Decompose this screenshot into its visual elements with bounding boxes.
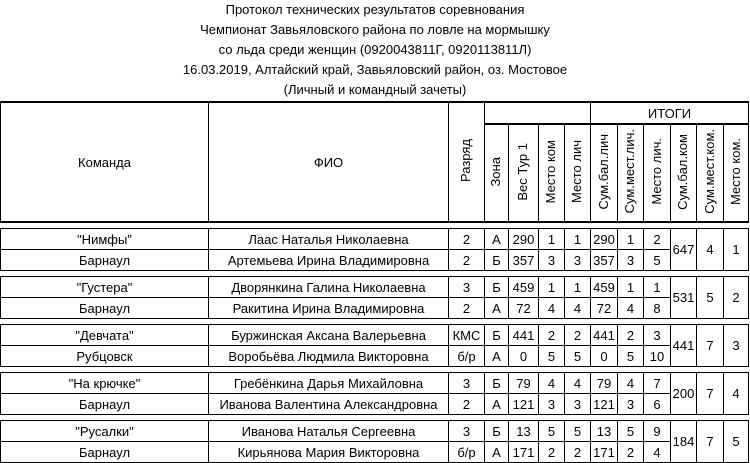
col-weight: Вес Тур 1 (509, 124, 539, 222)
zone-cell: Б (485, 325, 509, 346)
col-zone: Зона (485, 124, 509, 222)
rank-cell: 3 (449, 421, 485, 442)
place-pers-cell: 5 (565, 421, 591, 442)
zone-cell: Б (485, 373, 509, 394)
team-places-cell: 5 (697, 277, 724, 319)
table-row (1, 325, 749, 346)
weight-cell: 79 (509, 373, 539, 394)
sum-score-cell: 0 (591, 346, 618, 367)
place-cell: 5 (644, 250, 671, 271)
place-team-cell: 4 (539, 373, 565, 394)
place-pers-cell: 1 (565, 229, 591, 250)
place-team-cell: 5 (539, 346, 565, 367)
sum-places-cell: 4 (618, 298, 644, 319)
col-tour-group (485, 102, 591, 124)
col-place-pers-total: Место лич. (644, 124, 671, 222)
col-team: Команда (1, 102, 209, 222)
place-pers-cell: 3 (565, 250, 591, 271)
place-pers-cell: 2 (565, 442, 591, 463)
place-cell: 10 (644, 346, 671, 367)
team-place-cell: 5 (724, 421, 749, 463)
rank-cell: б/р (449, 346, 485, 367)
team-score-cell: 647 (671, 229, 697, 271)
sum-places-cell: 5 (618, 346, 644, 367)
team-cell: "Густера" (1, 277, 209, 298)
weight-cell: 357 (509, 250, 539, 271)
rank-cell: 3 (449, 373, 485, 394)
team-cell: "Нимфы" (1, 229, 209, 250)
table-row (1, 250, 749, 271)
fio-cell: Кирьянова Мария Викторовна (209, 442, 449, 463)
team-places-cell: 4 (697, 229, 724, 271)
place-team-cell: 4 (539, 298, 565, 319)
col-place-team: Место ком (539, 124, 565, 222)
place-pers-cell: 4 (565, 298, 591, 319)
sum-places-cell: 4 (618, 373, 644, 394)
team-place-cell: 1 (724, 229, 749, 271)
col-place-pers: Место лич (565, 124, 591, 222)
team-cell: Барнаул (1, 298, 209, 319)
table-row (1, 277, 749, 298)
results-table (0, 101, 749, 463)
sum-score-cell: 79 (591, 373, 618, 394)
rank-cell: 2 (449, 229, 485, 250)
rank-cell: 2 (449, 298, 485, 319)
zone-cell: А (485, 229, 509, 250)
zone-cell: А (485, 346, 509, 367)
header-scoring: (Личный и командный зачеты) (283, 82, 467, 97)
team-cell: "На крючке" (1, 373, 209, 394)
place-team-cell: 1 (539, 277, 565, 298)
zone-cell: Б (485, 277, 509, 298)
table-row (1, 421, 749, 442)
sum-score-cell: 357 (591, 250, 618, 271)
place-cell: 7 (644, 373, 671, 394)
fio-cell: Артемьева Ирина Владимировна (209, 250, 449, 271)
sum-score-cell: 13 (591, 421, 618, 442)
col-fio: ФИО (209, 102, 449, 222)
sum-score-cell: 459 (591, 277, 618, 298)
team-cell: Барнаул (1, 394, 209, 415)
sum-places-cell: 2 (618, 442, 644, 463)
sum-places-cell: 1 (618, 277, 644, 298)
sum-score-cell: 441 (591, 325, 618, 346)
team-place-cell: 4 (724, 373, 749, 415)
col-sum-places-team: Сум.мест.ком. (697, 124, 724, 222)
sum-score-cell: 290 (591, 229, 618, 250)
col-rank: Разряд (449, 102, 485, 222)
fio-cell: Дворянкина Галина Николаевна (209, 277, 449, 298)
team-places-cell: 7 (697, 325, 724, 367)
rank-cell: 2 (449, 394, 485, 415)
place-pers-cell: 2 (565, 325, 591, 346)
fio-cell: Ракитина Ирина Владимировна (209, 298, 449, 319)
team-cell: Рубцовск (1, 346, 209, 367)
weight-cell: 441 (509, 325, 539, 346)
sum-places-cell: 5 (618, 421, 644, 442)
table-row (1, 373, 749, 394)
weight-cell: 0 (509, 346, 539, 367)
place-pers-cell: 1 (565, 277, 591, 298)
table-row (1, 229, 749, 250)
sum-score-cell: 121 (591, 394, 618, 415)
weight-cell: 171 (509, 442, 539, 463)
header-date-location: 16.03.2019, Алтайский край, Завьяловский район, оз. Мостовое (182, 62, 568, 77)
place-team-cell: 1 (539, 229, 565, 250)
team-score-cell: 531 (671, 277, 697, 319)
place-cell: 2 (644, 229, 671, 250)
header-title: Протокол технических результатов соревнования (225, 2, 525, 17)
zone-cell: Б (485, 421, 509, 442)
team-places-cell: 7 (697, 421, 724, 463)
place-cell: 6 (644, 394, 671, 415)
place-team-cell: 2 (539, 325, 565, 346)
fio-cell: Лаас Наталья Николаевна (209, 229, 449, 250)
table-row (1, 346, 749, 367)
zone-cell: А (485, 394, 509, 415)
sum-score-cell: 171 (591, 442, 618, 463)
place-team-cell: 3 (539, 394, 565, 415)
place-cell: 3 (644, 325, 671, 346)
weight-cell: 459 (509, 277, 539, 298)
rank-cell: 2 (449, 250, 485, 271)
place-pers-cell: 5 (565, 346, 591, 367)
zone-cell: А (485, 298, 509, 319)
rank-cell: б/р (449, 442, 485, 463)
place-pers-cell: 4 (565, 373, 591, 394)
place-cell: 9 (644, 421, 671, 442)
place-team-cell: 5 (539, 421, 565, 442)
results-body (1, 222, 749, 463)
sum-score-cell: 72 (591, 298, 618, 319)
sum-places-cell: 3 (618, 394, 644, 415)
rank-cell: 3 (449, 277, 485, 298)
team-cell: Барнаул (1, 250, 209, 271)
fio-cell: Иванова Валентина Александровна (209, 394, 449, 415)
table-row (1, 298, 749, 319)
place-team-cell: 3 (539, 250, 565, 271)
header-category: со льда среди женщин (0920043811Г, 0920113811Л) (218, 42, 532, 57)
col-sum-places-pers: Сум.мест.лич. (618, 124, 644, 222)
weight-cell: 121 (509, 394, 539, 415)
place-cell: 1 (644, 277, 671, 298)
team-score-cell: 441 (671, 325, 697, 367)
team-places-cell: 7 (697, 373, 724, 415)
place-pers-cell: 3 (565, 394, 591, 415)
weight-cell: 72 (509, 298, 539, 319)
team-cell: "Русалки" (1, 421, 209, 442)
rank-cell: КМС (449, 325, 485, 346)
sum-places-cell: 3 (618, 250, 644, 271)
team-score-cell: 184 (671, 421, 697, 463)
fio-cell: Гребёнкина Дарья Михайловна (209, 373, 449, 394)
sum-places-cell: 2 (618, 325, 644, 346)
col-sum-score-team: Сум.бал.ком (671, 124, 697, 222)
table-row (1, 394, 749, 415)
protocol-header (0, 0, 750, 100)
team-place-cell: 2 (724, 277, 749, 319)
team-score-cell: 200 (671, 373, 697, 415)
place-cell: 4 (644, 442, 671, 463)
place-cell: 8 (644, 298, 671, 319)
team-cell: Барнаул (1, 442, 209, 463)
header-championship: Чемпионат Завьяловского района по ловле на мормышку (200, 22, 550, 37)
weight-cell: 290 (509, 229, 539, 250)
team-place-cell: 3 (724, 325, 749, 367)
fio-cell: Буржинская Аксана Валерьевна (209, 325, 449, 346)
col-totals: ИТОГИ (591, 102, 749, 124)
sum-places-cell: 1 (618, 229, 644, 250)
zone-cell: А (485, 442, 509, 463)
team-cell: "Девчата" (1, 325, 209, 346)
zone-cell: Б (485, 250, 509, 271)
place-team-cell: 2 (539, 442, 565, 463)
table-row (1, 442, 749, 463)
weight-cell: 13 (509, 421, 539, 442)
fio-cell: Воробьёва Людмила Викторовна (209, 346, 449, 367)
fio-cell: Иванова Наталья Сергеевна (209, 421, 449, 442)
col-place-team-total: Место ком. (724, 124, 749, 222)
col-sum-score-pers: Сум.бал.лич (591, 124, 618, 222)
